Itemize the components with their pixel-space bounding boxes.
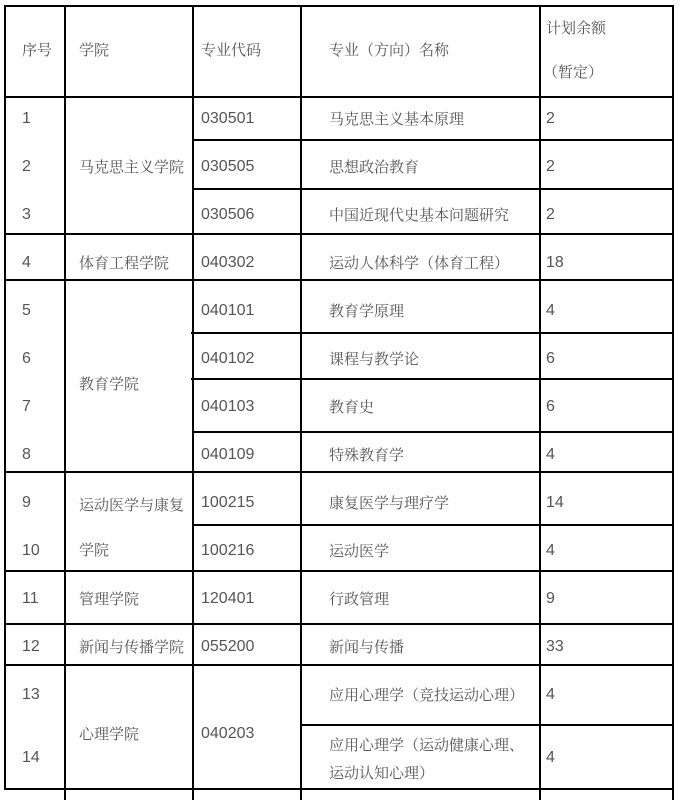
row-seq: 10 xyxy=(22,542,40,559)
row-quota: 4 xyxy=(546,446,555,463)
row-quota: 14 xyxy=(546,494,564,511)
row-divider xyxy=(4,570,674,572)
row-quota: 4 xyxy=(546,542,555,559)
row-code-merged: 040203 xyxy=(201,725,255,742)
row-quota: 6 xyxy=(546,350,555,367)
row-major: 康复医学与理疗学 xyxy=(329,494,450,512)
row-code: 100215 xyxy=(201,494,255,511)
row-divider xyxy=(191,332,674,334)
row-divider xyxy=(193,139,674,141)
row-code: 120401 xyxy=(201,590,255,607)
row-major: 教育学原理 xyxy=(329,302,405,320)
row-seq: 5 xyxy=(22,302,31,319)
college-management: 管理学院 xyxy=(79,590,140,608)
row-major: 运动人体科学（体育工程） xyxy=(329,254,510,272)
col-divider xyxy=(192,5,194,800)
row-code: 040109 xyxy=(201,446,255,463)
row-major: 特殊教育学 xyxy=(329,446,405,464)
header-quota-line1: 计划余额 xyxy=(546,19,607,37)
header-college: 学院 xyxy=(79,41,110,59)
row-code: 040103 xyxy=(201,398,255,415)
row-divider xyxy=(4,279,674,281)
header-major: 专业（方向）名称 xyxy=(329,41,450,59)
table-border-bottom xyxy=(4,788,674,790)
header-bottom-line xyxy=(4,96,674,98)
row-code: 055200 xyxy=(201,638,255,655)
row-major: 教育史 xyxy=(329,398,375,416)
table-border-left xyxy=(4,5,6,790)
row-divider xyxy=(4,471,674,473)
row-code: 040101 xyxy=(201,302,255,319)
row-code: 100216 xyxy=(201,542,255,559)
row-seq: 6 xyxy=(22,350,31,367)
row-major: 课程与教学论 xyxy=(329,350,420,368)
col-divider xyxy=(300,5,302,800)
row-seq: 1 xyxy=(22,110,31,127)
row-major: 应用心理学（竞技运动心理） xyxy=(329,686,525,704)
header-code: 专业代码 xyxy=(201,41,262,59)
row-seq: 14 xyxy=(22,749,40,766)
header-seq: 序号 xyxy=(22,41,53,59)
row-divider xyxy=(4,233,674,235)
row-divider xyxy=(191,378,674,380)
row-divider xyxy=(193,188,674,190)
row-major: 思想政治教育 xyxy=(329,158,420,176)
row-code: 030506 xyxy=(201,206,255,223)
row-seq: 9 xyxy=(22,494,31,511)
college-sports-medicine-line2: 学院 xyxy=(79,541,110,559)
row-seq: 12 xyxy=(22,638,40,655)
row-seq: 8 xyxy=(22,446,31,463)
table-border-top xyxy=(4,5,672,7)
college-psychology: 心理学院 xyxy=(79,725,140,743)
row-major: 行政管理 xyxy=(329,590,390,608)
college-marxism: 马克思主义学院 xyxy=(79,158,185,176)
row-seq: 3 xyxy=(22,206,31,223)
row-major: 运动医学 xyxy=(329,542,390,560)
row-divider xyxy=(193,431,674,433)
row-divider xyxy=(193,524,674,526)
row-major: 马克思主义基本原理 xyxy=(329,110,465,128)
row-seq: 2 xyxy=(22,158,31,175)
row-divider xyxy=(302,724,674,726)
table-border-right xyxy=(672,5,674,800)
row-seq: 13 xyxy=(22,686,40,703)
row-major: 新闻与传播 xyxy=(329,638,405,656)
row-major-line1: 应用心理学（运动健康心理、 xyxy=(329,736,525,754)
row-code: 040102 xyxy=(201,350,255,367)
college-sports-medicine: 运动医学与康复 xyxy=(79,496,185,514)
row-quota: 6 xyxy=(546,398,555,415)
row-code: 030505 xyxy=(201,158,255,175)
row-quota: 2 xyxy=(546,158,555,175)
row-divider xyxy=(4,664,674,666)
row-code: 040302 xyxy=(201,254,255,271)
college-journalism: 新闻与传播学院 xyxy=(79,638,185,656)
row-seq: 7 xyxy=(22,398,31,415)
row-quota: 2 xyxy=(546,206,555,223)
row-quota: 4 xyxy=(546,302,555,319)
row-seq: 11 xyxy=(22,590,39,607)
col-divider xyxy=(64,5,66,800)
row-quota: 9 xyxy=(546,590,555,607)
row-major: 中国近现代史基本问题研究 xyxy=(329,206,510,224)
row-divider xyxy=(4,623,674,625)
header-quota-line2: （暂定） xyxy=(543,63,604,81)
row-major-line2: 运动认知心理） xyxy=(329,764,435,782)
row-quota: 4 xyxy=(546,749,555,766)
college-education: 教育学院 xyxy=(79,375,140,393)
row-quota: 33 xyxy=(546,638,564,655)
col-divider xyxy=(539,5,541,800)
row-quota: 4 xyxy=(546,686,555,703)
row-seq: 4 xyxy=(22,254,31,271)
row-code: 030501 xyxy=(201,110,255,127)
row-quota: 2 xyxy=(546,110,555,127)
row-quota: 18 xyxy=(546,254,564,271)
college-sports-engineering: 体育工程学院 xyxy=(79,254,170,272)
